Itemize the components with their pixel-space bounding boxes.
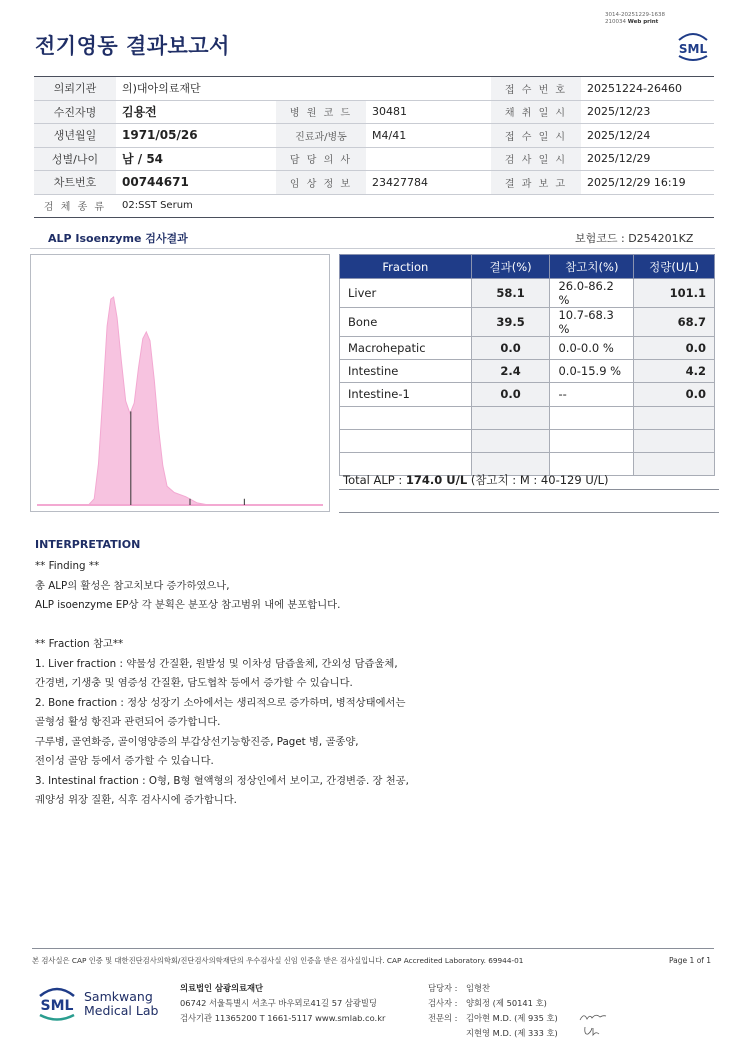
info-label: 담 당 의 사 [276,147,366,171]
interp-line: 3. Intestinal fraction : O형, B형 혈액형의 정상인에서 보이고, 간경변증. 장 천공, [35,774,409,787]
insurance-code: 보험코드 : D254201KZ [575,232,694,245]
result-value: 39.5 [471,308,550,337]
fraction-name: Macrohepatic [340,337,472,360]
info-value: 1971/05/26 [116,124,276,148]
total-divider [339,489,719,490]
table-row [340,337,715,360]
total-label: Total ALP : [343,473,406,487]
staff-info [428,981,558,1041]
result-value: 58.1 [471,279,550,308]
sml-logo-footer [35,982,79,1022]
info-label: 성별/나이 [34,147,116,171]
result-value: 0.0 [471,337,550,360]
total-divider-bottom [339,512,719,513]
interp-line: 1. Liver fraction : 약물성 간질환, 원발성 및 이차성 담즙울체, 간외성 담즙울체, [35,657,398,670]
table-row [340,429,715,452]
info-value [366,147,491,171]
footer-divider [32,948,714,949]
sml-logo-footer-text: SML [40,998,74,1014]
total-alp [343,472,609,488]
qty-value: 0.0 [634,337,715,360]
info-value: 의)대아의료재단 [116,77,276,101]
staff-name: 지현영 M.D. (제 333 호) [466,1028,558,1038]
info-value: 00744671 [116,171,276,195]
ep-curve-area [37,297,323,505]
info-label: 수진자명 [34,100,116,124]
interpretation-body [35,557,409,811]
interp-line: 전이성 골암 등에서 증가할 수 있습니다. [35,755,214,767]
staff-row [428,1011,558,1026]
info-value: 2025/12/23 [581,100,714,124]
info-label: 의뢰기관 [34,77,116,101]
electrophoresis-svg [31,255,329,511]
fraction-name: Liver [340,279,472,308]
interp-line: 총 ALP의 활성은 참고치보다 증가하였으나, [35,579,230,592]
org-contact: 검사기관 11365200 T 1661-5117 www.smlab.co.kr [180,1013,386,1023]
org-name: 의료법인 삼광의료재단 [180,983,264,993]
qty-value: 0.0 [634,383,715,406]
interp-line: 궤양성 위장 질환, 식후 검사시에 증가합니다. [35,794,237,806]
result-value [471,406,550,429]
ref-value: 10.7-68.3 % [550,308,634,337]
ref-value [550,429,634,452]
sml-logo-top-text: SML [678,42,708,56]
info-value: 20251224-26460 [581,77,714,101]
ref-value [550,406,634,429]
results-header-row [340,255,715,279]
specimen-value: 02:SST Serum [116,194,714,218]
interpretation-title: INTERPRETATION [35,538,141,551]
info-value: M4/41 [366,124,491,148]
table-row [340,383,715,406]
total-value: 174.0 U/L [405,473,468,487]
info-label: 채 취 일 시 [491,100,581,124]
signature-image [582,1024,602,1038]
staff-row [428,1026,558,1041]
table-row [340,308,715,337]
print-code-line2: 210034 [605,19,626,25]
fraction-name: Bone [340,308,472,337]
fraction-name: Intestine [340,360,472,383]
interp-line: ** Finding ** [35,560,100,572]
info-value [366,77,491,101]
qty-value: 101.1 [634,279,715,308]
section-title: ALP Isoenzyme 검사결과 [48,232,188,245]
info-label: 접 수 번 호 [491,77,581,101]
ref-value: 0.0-15.9 % [550,360,634,383]
staff-row [428,981,558,996]
staff-role: 검사자 : [428,998,458,1008]
print-code [605,12,665,26]
header-ref: 참고치(%) [550,255,634,279]
staff-role: 전문의 : [428,1013,458,1023]
ref-value: -- [550,383,634,406]
accreditation-note: 본 검사실은 CAP 인증 및 대한진단검사의학회/진단검사의학재단의 우수검사실 신임 인증을 받은 검사실입니다. CAP Accredited Laboratory. 69944-01 [32,956,524,965]
interp-line [35,616,409,636]
info-row-specimen [34,194,714,218]
info-label: 임 상 정 보 [276,171,366,195]
info-label: 접 수 일 시 [491,124,581,148]
info-row [34,147,714,171]
info-label: 병 원 코 드 [276,100,366,124]
info-label: 생년월일 [34,124,116,148]
interp-line: 골형성 활성 항진과 관련되어 증가합니다. [35,716,221,728]
qty-value [634,406,715,429]
info-row [34,124,714,148]
qty-value: 68.7 [634,308,715,337]
table-row [340,279,715,308]
header-qty: 정량(U/L) [634,255,715,279]
print-mode: Web print [627,19,659,25]
info-label: 결 과 보 고 [491,171,581,195]
page-number: Page 1 of 1 [669,956,712,965]
info-value: 23427784 [366,171,491,195]
interp-line: 간경변, 기생충 및 염증성 간질환, 담도협착 등에서 증가할 수 있습니다. [35,677,353,689]
brand-line2: Medical Lab [84,1003,159,1018]
ref-value: 0.0-0.0 % [550,337,634,360]
sml-logo-top [673,28,713,62]
staff-name: 양회정 (제 50141 호) [466,998,547,1008]
info-value: 2025/12/29 [581,147,714,171]
staff-name: 김아현 M.D. (제 935 호) [466,1013,558,1023]
info-value: 김용전 [116,100,276,124]
total-ref: (참고치 : M : 40-129 U/L) [467,473,609,487]
header-fraction: Fraction [340,255,472,279]
info-label: 진료과/병동 [276,124,366,148]
staff-role: 담당자 : [428,983,458,993]
interp-line: ALP isoenzyme EP상 각 분획은 분포상 참고범위 내에 분포합니다. [35,599,341,611]
result-value: 2.4 [471,360,550,383]
info-row [34,171,714,195]
patient-info-table [34,76,714,218]
print-code-line1: 3014-20251229-1638 [605,12,665,18]
info-value: 30481 [366,100,491,124]
table-row [340,360,715,383]
fraction-name: Intestine-1 [340,383,472,406]
interp-line: ** Fraction 참고** [35,638,124,650]
staff-name: 임형찬 [466,983,491,993]
interp-line: 2. Bone fraction : 정상 성장기 소아에서는 생리적으로 증가하며, 병적상태에서는 [35,696,406,709]
fraction-name [340,406,472,429]
signature-image [578,1010,608,1024]
info-value: 2025/12/24 [581,124,714,148]
info-label [276,77,366,101]
specimen-label: 검 체 종 류 [34,194,116,218]
info-value: 남 / 54 [116,147,276,171]
electrophoresis-chart [30,254,330,512]
qty-value [634,452,715,475]
org-address: 06742 서울특별시 서초구 바우뫼로41길 57 삼광빌딩 [180,998,377,1008]
header-result: 결과(%) [471,255,550,279]
info-row [34,100,714,124]
qty-value [634,429,715,452]
table-row [340,406,715,429]
org-info [180,981,385,1026]
brand-line1: Samkwang [84,989,153,1004]
fraction-name [340,429,472,452]
info-row [34,77,714,101]
info-value: 2025/12/29 16:19 [581,171,714,195]
info-label: 차트번호 [34,171,116,195]
results-table [339,254,715,476]
result-value [471,429,550,452]
ref-value: 26.0-86.2 % [550,279,634,308]
result-value: 0.0 [471,383,550,406]
brand-name [84,990,158,1018]
qty-value: 4.2 [634,360,715,383]
staff-row [428,996,558,1011]
section-divider [30,248,715,249]
info-label: 검 사 일 시 [491,147,581,171]
report-title: 전기영동 결과보고서 [35,34,230,58]
interp-line: 구루병, 골연화증, 골이영양증의 부갑상선기능항진증, Paget 병, 골종양, [35,735,359,748]
